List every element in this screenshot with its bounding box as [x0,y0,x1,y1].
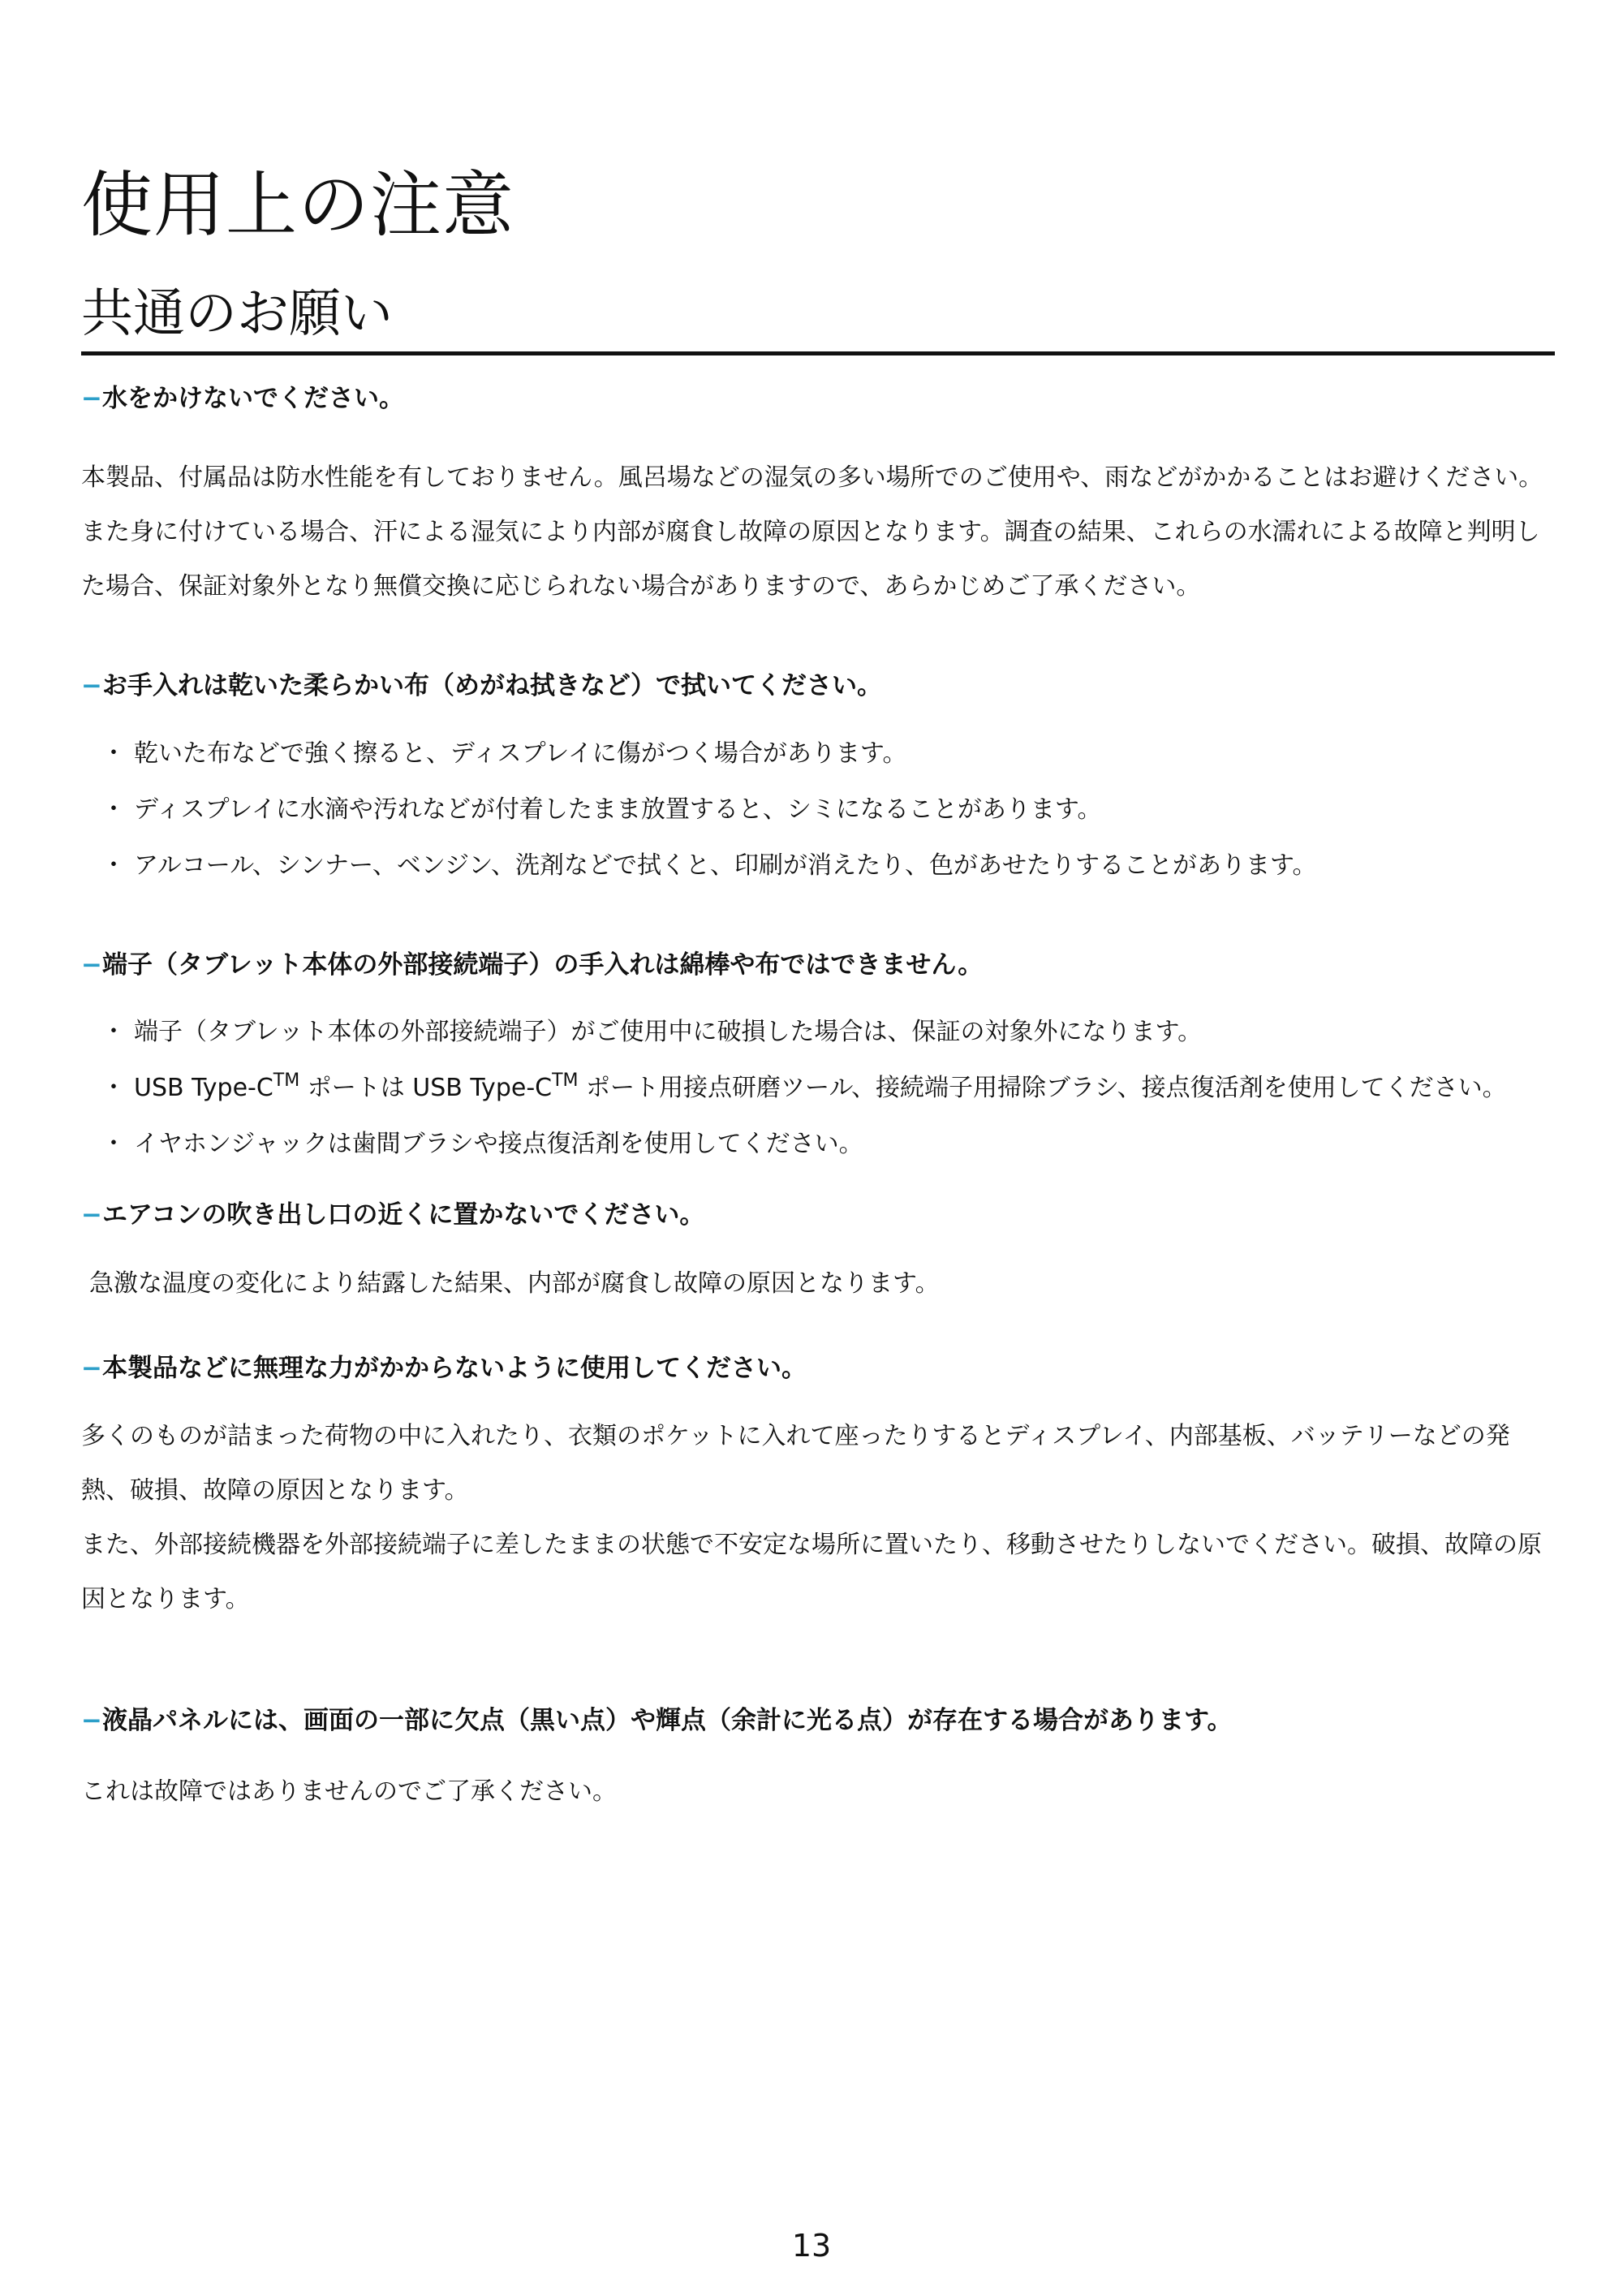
dash-marker: − [81,384,102,413]
notice-aircon [81,1198,1558,1310]
dash-marker: − [81,1200,102,1230]
notice-water [81,381,1558,614]
paragraph: また、外部接続機器を外部接続端子に差したままの状態で不安定な場所に置いたり、移動させたりしないでください。破損、故障の原因となります。 [81,1530,1542,1613]
heading-text: 液晶パネルには、画面の一部に欠点（黒い点）や輝点（余計に光る点）が存在する場合があります。 [101,1705,1233,1735]
trademark-mark: TM [552,1070,579,1092]
heading-text: エアコンの吹き出し口の近くに置かないでください。 [101,1200,705,1230]
paragraph: 急激な温度の変化により結露した結果、内部が腐食し故障の原因となります。 [89,1269,940,1298]
section-divider [81,351,1555,355]
usb-text-3: ポート用接点研磨ツール、接続端子用掃除ブラシ、接点復活剤を使用してください。 [578,1074,1507,1103]
usb-text-2: ポートは USB Type-C [299,1074,553,1103]
notice-heading [81,948,1558,983]
section-title: 共通のお願い [81,284,393,344]
heading-text: 端子（タブレット本体の外部接続端子）の手入れは綿棒や布ではできません。 [101,950,984,980]
notice-lcd [81,1704,1558,1819]
list-item: ・ イヤホンジャックは歯間ブラシや接点復活剤を使用してください。 [81,1127,1558,1161]
notice-force [81,1351,1558,1626]
bullet-list [81,737,1558,883]
dash-marker: − [81,950,102,980]
notice-heading [81,1198,1558,1233]
notice-terminal [81,948,1558,1161]
bullet-list [81,1015,1558,1161]
notice-heading [81,1351,1558,1386]
paragraph: 本製品、付属品は防水性能を有しておりません。風呂場などの湿気の多い場所でのご使用や、雨などがかかることはお避けください。また身に付けている場合、汗による湿気により内部が腐食し故障の原因となります。調査の結果、これらの水濡れによる故障と判明した場合、保証対象外となり無償交換に応じられない場合がありますので、あらかじめご了承ください。 [81,463,1543,601]
paragraph: これは故障ではありませんのでご了承ください。 [81,1777,617,1807]
heading-text: お手入れは乾いた柔らかい布（めがね拭きなど）で拭いてください。 [101,671,882,701]
dash-marker: − [81,1353,102,1383]
list-item: ・ ディスプレイに水滴や汚れなどが付着したまま放置すると、シミになることがあります。 [81,793,1558,827]
notice-heading [81,1704,1558,1738]
list-item: ・ 乾いた布などで強く擦ると、ディスプレイに傷がつく場合があります。 [81,737,1558,771]
heading-text: 水をかけないでください。 [101,384,404,413]
page-number: 13 [791,2228,832,2264]
dash-marker: − [81,671,102,701]
list-item: ・ アルコール、シンナー、ベンジン、洗剤などで拭くと、印刷が消えたり、色があせたりすることがあります。 [81,849,1558,883]
page-content [81,357,1558,1819]
notice-heading [81,669,1558,704]
paragraph: 多くのものが詰まった荷物の中に入れたり、衣類のポケットに入れて座ったりするとディスプレイ、内部基板、バッテリーなどの発熱、破損、故障の原因となります。 [81,1421,1510,1505]
heading-text: 本製品などに無理な力がかからないように使用してください。 [101,1353,807,1383]
list-item: ・ 端子（タブレット本体の外部接続端子）がご使用中に破損した場合は、保証の対象外になります。 [81,1015,1558,1049]
trademark-mark: TM [273,1070,300,1092]
notice-heading [81,381,1558,416]
usb-text-1: USB Type-C [134,1074,273,1103]
dash-marker: − [81,1705,102,1735]
notice-cleaning [81,669,1558,882]
page-title: 使用上の注意 [81,163,515,247]
list-item-usb [81,1071,1558,1105]
